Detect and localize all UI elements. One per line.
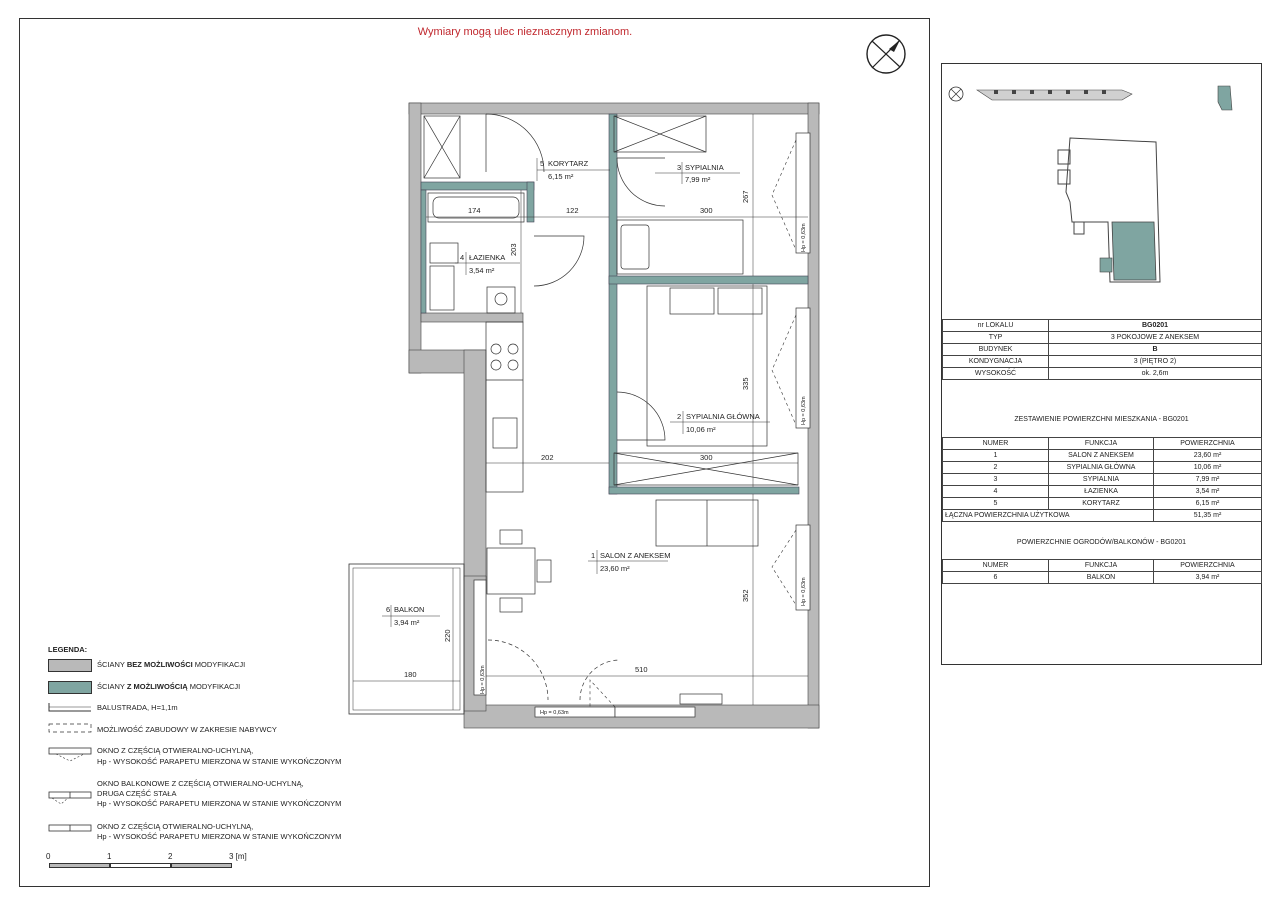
table-cell: TYP: [943, 332, 1049, 344]
legend-buildout: MOŻLIWOŚĆ ZABUDOWY W ZAKRESIE NABYWCY: [97, 725, 277, 734]
table-cell: 5: [943, 498, 1049, 510]
room2-num: 2: [677, 412, 682, 421]
table-cell: 6: [943, 572, 1049, 584]
room4-num: 4: [460, 253, 465, 262]
col-header: FUNKCJA: [1049, 560, 1154, 572]
dim-352: 352: [741, 589, 750, 602]
dim-267: 267: [741, 190, 750, 203]
table-cell: ŁAZIENKA: [1049, 486, 1154, 498]
room4-area: 3,54 m²: [469, 266, 495, 275]
notice-text: Wymiary mogą ulec nieznacznym zmianom.: [417, 26, 633, 38]
dim-510: 510: [635, 665, 648, 674]
room1-name: SALON Z ANEKSEM: [600, 551, 671, 560]
room5-area: 6,15 m²: [548, 172, 574, 181]
total-label: ŁĄCZNA POWIERZCHNIA UŻYTKOWA: [943, 510, 1154, 522]
legend-walls-mod: ŚCIANY Z MOŻLIWOŚCIĄ MODYFIKACJI: [97, 682, 241, 691]
table-row: [943, 450, 1262, 462]
table-cell: BUDYNEK: [943, 344, 1049, 356]
hp-label-living: Hp = 0,63m: [801, 577, 807, 606]
unit-number: BG0201: [1049, 320, 1262, 332]
scale-segment: [171, 863, 232, 868]
table-cell: 6,15 m²: [1154, 498, 1262, 510]
window-icon: [48, 746, 92, 762]
floor-plan: [340, 95, 830, 735]
areas-table-wrap: [942, 437, 1261, 522]
dim-174: 174: [468, 206, 481, 215]
table-cell: nr LOKALU: [943, 320, 1049, 332]
scale-segment: [49, 863, 110, 868]
room2-area: 10,06 m²: [686, 425, 716, 434]
balcony-table-wrap: [942, 559, 1261, 584]
room4-name: ŁAZIENKA: [469, 253, 506, 262]
legend-swatch-fixed: [48, 659, 92, 672]
table-cell: 3 (PIĘTRO 2): [1049, 356, 1262, 368]
legend-window3-a: OKNO Z CZĘŚCIĄ OTWIERALNO-UCHYLNĄ,: [97, 822, 254, 831]
room6-area: 3,94 m²: [394, 618, 420, 627]
table-cell: SYPIALNIA: [1049, 474, 1154, 486]
scale-tick-3: 3 [m]: [229, 852, 247, 861]
table-row: [943, 332, 1262, 344]
areas-title: ZESTAWIENIE POWIERZCHNI MIESZKANIA - BG0201: [1014, 416, 1189, 423]
room6-num: 6: [386, 605, 391, 614]
table-cell: BALKON: [1049, 572, 1154, 584]
balcony-window-icon: [48, 790, 92, 806]
room1-area: 23,60 m²: [600, 564, 630, 573]
room6-name: BALKON: [394, 605, 425, 614]
room5-num: 5: [540, 159, 545, 168]
table-cell: 3,94 m²: [1154, 572, 1262, 584]
windows: [474, 133, 810, 717]
balcony-title: POWIERZCHNIE OGRODÓW/BALKONÓW - BG0201: [1016, 539, 1187, 546]
table-row: [943, 474, 1262, 486]
areas-table: [942, 437, 1262, 522]
building-value: B: [1049, 344, 1262, 356]
table-cell: 7,99 m²: [1154, 474, 1262, 486]
room3-area: 7,99 m²: [685, 175, 711, 184]
total-value: 51,35 m²: [1154, 510, 1262, 522]
dim-203: 203: [509, 243, 518, 256]
table-cell: SALON Z ANEKSEM: [1049, 450, 1154, 462]
table-row: [943, 368, 1262, 380]
unit-info-table-wrap: [942, 319, 1261, 380]
balustrade-icon: [48, 701, 92, 713]
dim-122: 122: [566, 206, 579, 215]
table-row: [943, 320, 1262, 332]
col-header: POWIERZCHNIA: [1154, 438, 1262, 450]
buildout-icon: [48, 722, 92, 734]
north-arrow-icon: [862, 33, 910, 75]
table-cell: 2: [943, 462, 1049, 474]
table-cell: WYSOKOŚĆ: [943, 368, 1049, 380]
hp-label-bottom: Hp = 0,63m: [540, 710, 569, 716]
compass-small-icon: [949, 87, 963, 101]
col-header: NUMER: [943, 438, 1049, 450]
legend-title: LEGENDA:: [48, 645, 88, 654]
hp-label-bedroom: Hp = 0,63m: [801, 223, 807, 252]
table-cell: SYPIALNIA GŁÓWNA: [1049, 462, 1154, 474]
total-row: [943, 510, 1262, 522]
furniture: [487, 220, 767, 704]
balcony-table: [942, 559, 1262, 584]
table-row: [943, 356, 1262, 368]
dim-300-top: 300: [700, 206, 713, 215]
legend-window1-a: OKNO Z CZĘŚCIĄ OTWIERALNO-UCHYLNĄ,: [97, 746, 254, 755]
room1-num: 1: [591, 551, 596, 560]
dim-335: 335: [741, 377, 750, 390]
unit-info-table: [942, 319, 1262, 380]
table-cell: 1: [943, 450, 1049, 462]
room3-num: 3: [677, 163, 682, 172]
legend-window2-b: DRUGA CZĘŚĆ STAŁA: [97, 789, 177, 798]
table-cell: 3,54 m²: [1154, 486, 1262, 498]
table-row: [943, 486, 1262, 498]
table-cell: 4: [943, 486, 1049, 498]
table-cell: 3: [943, 474, 1049, 486]
table-row: [943, 572, 1262, 584]
window-tilt-icon: [48, 823, 92, 837]
room2-name: SYPIALNIA GŁÓWNA: [686, 412, 760, 421]
table-header-row: [943, 438, 1262, 450]
hp-label-master: Hp = 0,63m: [801, 396, 807, 425]
scale-tick-0: 0: [46, 852, 51, 861]
table-row: [943, 498, 1262, 510]
dim-300-bottom: 300: [700, 453, 713, 462]
room-labels: [382, 158, 770, 627]
kitchen-counter: [486, 322, 523, 492]
col-header: POWIERZCHNIA: [1154, 560, 1262, 572]
legend-balustrade: BALUSTRADA, H=1,1m: [97, 703, 178, 712]
table-cell: 10,06 m²: [1154, 462, 1262, 474]
scale-tick-2: 2: [168, 852, 173, 861]
legend-swatch-mod: [48, 681, 92, 694]
hp-label-balcony: Hp = 0,63m: [480, 665, 486, 694]
legend-window3-b: Hp - WYSOKOŚĆ PARAPETU MIERZONA W STANIE WYKOŃCZONYM: [97, 832, 342, 841]
table-cell: ok. 2,6m: [1049, 368, 1262, 380]
dim-220: 220: [443, 629, 452, 642]
table-cell: 23,60 m²: [1154, 450, 1262, 462]
table-row: [943, 462, 1262, 474]
table-cell: 3 POKOJOWE Z ANEKSEM: [1049, 332, 1262, 344]
table-header-row: [943, 560, 1262, 572]
table-row: [943, 344, 1262, 356]
scale-segment: [110, 863, 171, 868]
room3-name: SYPIALNIA: [685, 163, 724, 172]
dim-180: 180: [404, 670, 417, 679]
legend-window2-c: Hp - WYSOKOŚĆ PARAPETU MIERZONA W STANIE WYKOŃCZONYM: [97, 799, 342, 808]
room5-name: KORYTARZ: [548, 159, 589, 168]
dim-202: 202: [541, 453, 554, 462]
legend-window2-a: OKNO BALKONOWE Z CZĘŚCIĄ OTWIERALNO-UCHYLNĄ,: [97, 779, 304, 788]
key-plan: [942, 72, 1260, 312]
table-cell: KONDYGNACJA: [943, 356, 1049, 368]
scale-tick-1: 1: [107, 852, 112, 861]
dimension-labels: [404, 190, 750, 679]
col-header: FUNKCJA: [1049, 438, 1154, 450]
table-cell: KORYTARZ: [1049, 498, 1154, 510]
col-header: NUMER: [943, 560, 1049, 572]
legend-walls-fixed: ŚCIANY BEZ MOŻLIWOŚCI MODYFIKACJI: [97, 660, 246, 669]
legend-window1-b: Hp - WYSOKOŚĆ PARAPETU MIERZONA W STANIE WYKOŃCZONYM: [97, 757, 342, 766]
window-hp-labels: [480, 223, 807, 716]
